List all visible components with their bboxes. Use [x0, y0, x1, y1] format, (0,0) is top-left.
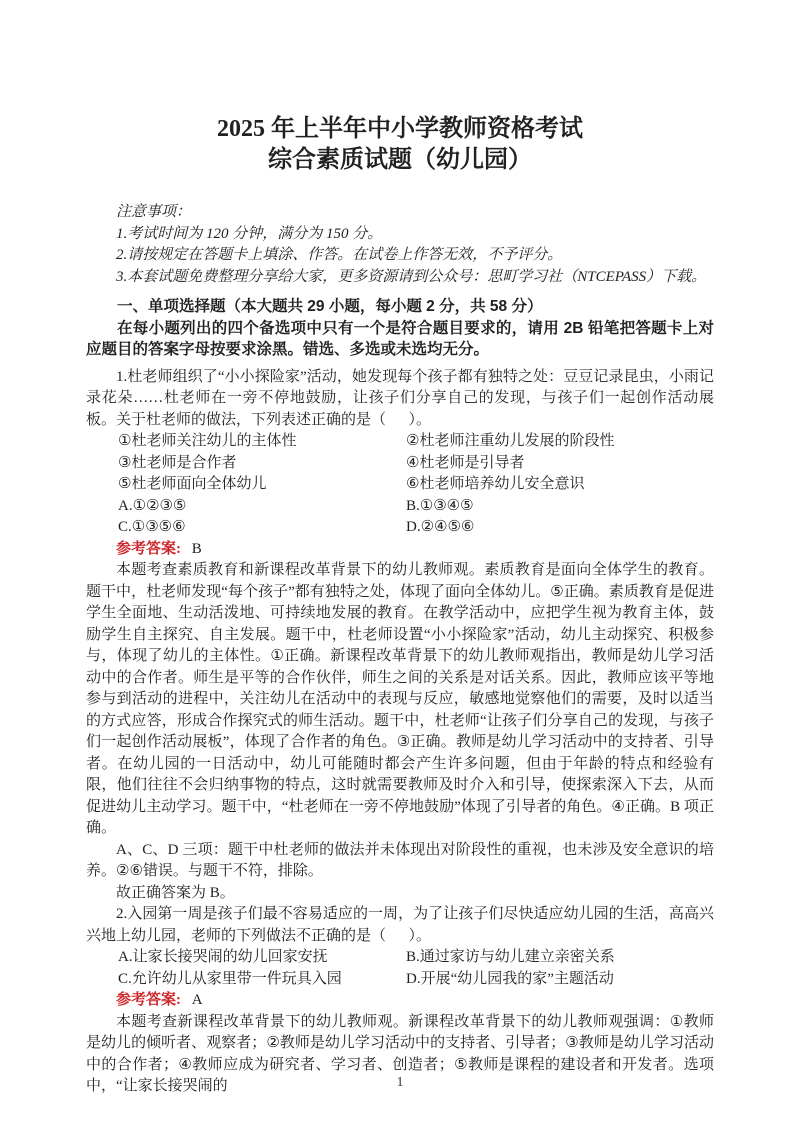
- choice-a: A.让家长接哭闹的幼儿回家安抚: [118, 949, 328, 965]
- statement-1: ①杜老师关注幼儿的主体性: [118, 433, 297, 449]
- answer-label: 参考答案:: [116, 992, 181, 1008]
- statement-6: ⑥杜老师培养幼儿安全意识: [406, 476, 585, 492]
- page-title-line-1: 2025 年上半年中小学教师资格考试: [217, 116, 583, 142]
- notice-item-1: 1.考试时间为 120 分钟，满分为 150 分。: [116, 225, 383, 242]
- statement-2: ②杜老师注重幼儿发展的阶段性: [406, 433, 615, 449]
- page-title: [86, 0, 714, 176]
- question-1-analysis-3: 故正确答案为 B。: [116, 884, 235, 901]
- answer-label: 参考答案:: [116, 540, 181, 557]
- question-1-answer-line: [86, 539, 714, 561]
- choice-b: B.通过家访与幼儿建立亲密关系: [406, 949, 615, 965]
- notice-heading: 注意事项：: [116, 204, 192, 220]
- answer-value: B: [191, 540, 202, 557]
- question-1-stem: 1.杜老师组织了“小小探险家”活动，她发现每个孩子都有独特之处：豆豆记录昆虫，小雨记录花朵……杜老师在一旁不停地鼓励，让孩子们分享自己的发现，与孩子们一起创作活动展板。关于杜老师的做法，下列表述正确的是（ ）。: [86, 368, 714, 428]
- question-2-choices: [118, 947, 714, 990]
- choice-d: D.②④⑤⑥: [406, 519, 475, 535]
- notice-section: [86, 202, 714, 288]
- notice-item-3: 3.本套试题免费整理分享给大家，更多资源请到公众号：思町学习社（NTCEPASS）下载。: [116, 268, 707, 285]
- section-heading: 一、单项选择题（本大题共 29 小题，每小题 2 分，共 58 分）: [117, 298, 543, 315]
- question-1-analysis-2: A、C、D 三项：题干中杜老师的做法并未体现出对阶段性的重视，也未涉及安全意识的培养。②⑥错误。与题干不符，排除。: [86, 841, 714, 879]
- notice-item-2: 2.请按规定在答题卡上填涂、作答。在试卷上作答无效，不予评分。: [116, 247, 563, 263]
- page-number: 1: [396, 1075, 404, 1090]
- question-2-analysis-1: 本题考查新课程改革背景下的幼儿教师观。新课程改革背景下的幼儿教师观强调：①教师是幼儿的倾听者、观察者；②教师是幼儿学习活动中的支持者、引导者；③教师是幼儿学习活动中的合作者；④教师应成为研究者、学习者、创造者；⑤教师是课程的建设者和开发者。选项中，“让家长接哭闹的: [86, 1013, 714, 1094]
- statement-5: ⑤杜老师面向全体幼儿: [118, 476, 267, 492]
- answer-value: A: [191, 992, 203, 1008]
- choice-c: C.①③⑤⑥: [118, 519, 186, 535]
- question-2-stem: 2.入园第一周是孩子们最不容易适应的一周，为了让孩子们尽快适应幼儿园的生活，高高兴兴地上幼儿园，老师的下列做法不正确的是（ ）。: [86, 906, 714, 944]
- statement-4: ④杜老师是引导者: [406, 454, 525, 471]
- question-1-analysis-1: 本题考查素质教育和新课程改革背景下的幼儿教师观。素质教育是面向全体学生的教育。题干中，杜老师发现“每个孩子”都有独特之处，体现了面向全体幼儿。⑤正确。素质教育是促进学生全面地、生动活泼地、可持续地发展的教育。在教学活动中，应把学生视为教育主体，鼓励学生自主探究、自主发展。题干中，杜老师设置“小小探险家”活动，幼儿主动探究、积极参与，体现了幼儿的主体性。①正确。新课程改革背景下的幼儿教师观指出，教师是幼儿学习活动中的合作者。师生是平等的合作伙伴，师生之间的关系是对话关系。因此，教师应该平等地参与到活动的进程中，关注幼儿在活动中的表现与反应，敏感地觉察他们的需要，及时以适当的方式应答，形成合作探究式的师生活动。题干中，杜老师“让孩子们分享自己的发现，与孩子们一起创作活动展板”，体现了合作者的角色。③正确。教师是幼儿学习活动中的支持者、引导者。在幼儿园的一日活动中，幼儿可能随时都会产生许多问题，但由于年龄的特点和经验有限，他们往往不会归纳事物的特点，这时就需要教师及时介入和引导，使探索深入下去，从而促进幼儿主动学习。题干中，“杜老师在一旁不停地鼓励”体现了引导者的角色。④正确。B 项正确。: [86, 562, 714, 836]
- question-1-choices: [118, 496, 714, 539]
- choice-d: D.开展“幼儿园我的家”主题活动: [406, 970, 614, 987]
- statement-3: ③杜老师是合作者: [118, 454, 237, 471]
- question-2-answer-line: [86, 990, 714, 1012]
- choice-a: A.①②③⑤: [118, 497, 187, 514]
- section-instruction: 在每小题列出的四个备选项中只有一个是符合题目要求的，请用 2B 铅笔把答题卡上对应题目的答案字母按要求涂黑。错选、多选或未选均无分。: [86, 319, 714, 358]
- question-1-statements: [118, 431, 714, 496]
- page-title-line-2: 综合素质试题（幼儿园）: [268, 147, 532, 173]
- choice-b: B.①③④⑤: [406, 497, 474, 514]
- choice-c: C.允许幼儿从家里带一件玩具入园: [118, 970, 342, 987]
